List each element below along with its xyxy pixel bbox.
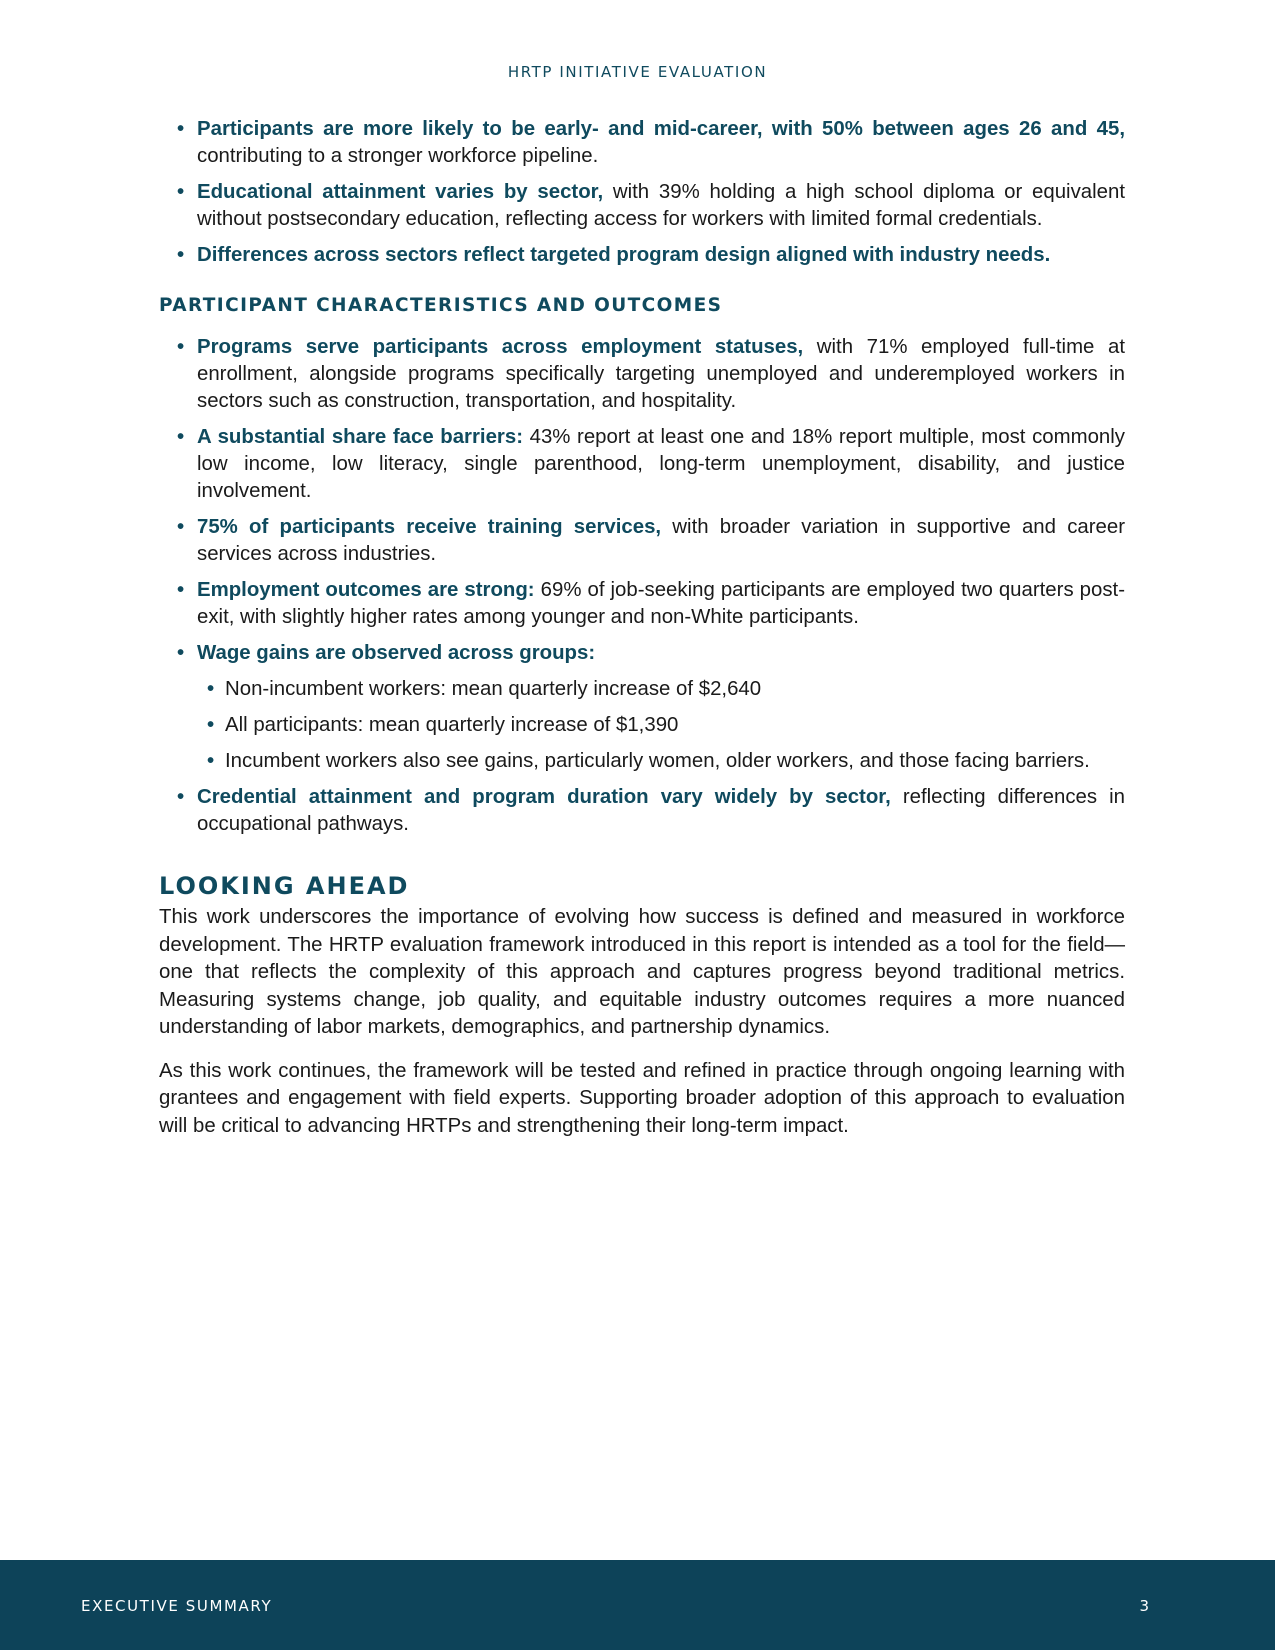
- list-item: [159, 424, 1125, 505]
- bullet-text: contributing to a stronger workforce pipeline.: [197, 145, 599, 167]
- bullet-lead: Participants are more likely to be early- and mid-career, with 50% between ages 26 and 45,: [197, 118, 1125, 140]
- footer-section-label: EXECUTIVE SUMMARY: [81, 1597, 273, 1615]
- top-bullet-list: [159, 116, 1125, 269]
- bullet-lead: Programs serve participants across employment statuses,: [197, 336, 804, 358]
- bullet-lead: Employment outcomes are strong:: [197, 579, 535, 601]
- sub-list-item: • All participants: mean quarterly increase of $1,390: [197, 712, 1125, 739]
- bullet-lead: Educational attainment varies by sector,: [197, 181, 604, 203]
- body-paragraph: As this work continues, the framework will be tested and refined in practice through ongoing learning with grantees and engagement with field experts. Supporting broader adoption of this approach to evaluation will be critical to advancing HRTPs and strengthening their long-term impact.: [159, 1059, 1125, 1137]
- page-number: 3: [1139, 1597, 1149, 1615]
- bullet-text: 69% of job-seeking participants are employed two quarters post-exit, with slightly higher rates among younger and non-White participants.: [197, 579, 1125, 628]
- bullet-text: 43% report at least one and 18% report multiple, most commonly low income, low literacy, single parenthood, long-term unemployment, disability, and justice involvement.: [197, 426, 1125, 502]
- bullet-text: with 39% holding a high school diploma or equivalent without postsecondary education, reflecting access for workers with limited formal credentials.: [197, 181, 1125, 230]
- page-content: [159, 116, 1125, 1156]
- running-header: HRTP INITIATIVE EVALUATION: [507, 63, 768, 81]
- list-item: [159, 116, 1125, 170]
- section-heading-participant-characteristics: PARTICIPANT CHARACTERISTICS AND OUTCOMES: [159, 295, 723, 316]
- bullet-text: with 71% employed full-time at enrollment, alongside programs specifically targeting unemployed and underemployed workers in sectors such as construction, transportation, and hospitality.: [197, 336, 1125, 412]
- list-item: [159, 242, 1125, 269]
- bullet-lead: 75% of participants receive training services,: [197, 516, 662, 538]
- sub-list-item: • Non-incumbent workers: mean quarterly increase of $2,640: [197, 676, 1125, 703]
- footer-band: [0, 1560, 1275, 1650]
- body-paragraph: This work underscores the importance of evolving how success is defined and measured in workforce development. The HRTP evaluation framework introduced in this report is intended as a tool for the field—one that reflects the complexity of this approach and captures progress beyond traditional metrics. Measuring systems change, job quality, and equitable industry outcomes requires a more nuanced understanding of labor markets, demographics, and partnership dynamics.: [159, 906, 1125, 1038]
- participant-bullet-list: [159, 334, 1125, 838]
- list-item: [159, 784, 1125, 838]
- bullet-text: reflecting differences in occupational pathways.: [197, 786, 1125, 835]
- section-heading-looking-ahead: LOOKING AHEAD: [159, 872, 410, 900]
- list-item: [159, 334, 1125, 415]
- bullet-lead: Differences across sectors reflect targeted program design aligned with industry needs.: [197, 244, 1051, 266]
- bullet-text: with broader variation in supportive and career services across industries.: [197, 516, 1125, 565]
- wage-gains-sublist: [197, 676, 1125, 775]
- sub-list-item: • Incumbent workers also see gains, particularly women, older workers, and those facing barriers.: [197, 748, 1125, 775]
- bullet-lead: Credential attainment and program duration vary widely by sector,: [197, 786, 891, 808]
- bullet-lead: Wage gains are observed across groups:: [197, 642, 596, 664]
- list-item: [159, 640, 1125, 775]
- list-item: [159, 577, 1125, 631]
- list-item: [159, 179, 1125, 233]
- bullet-lead: A substantial share face barriers:: [197, 426, 523, 448]
- list-item: [159, 514, 1125, 568]
